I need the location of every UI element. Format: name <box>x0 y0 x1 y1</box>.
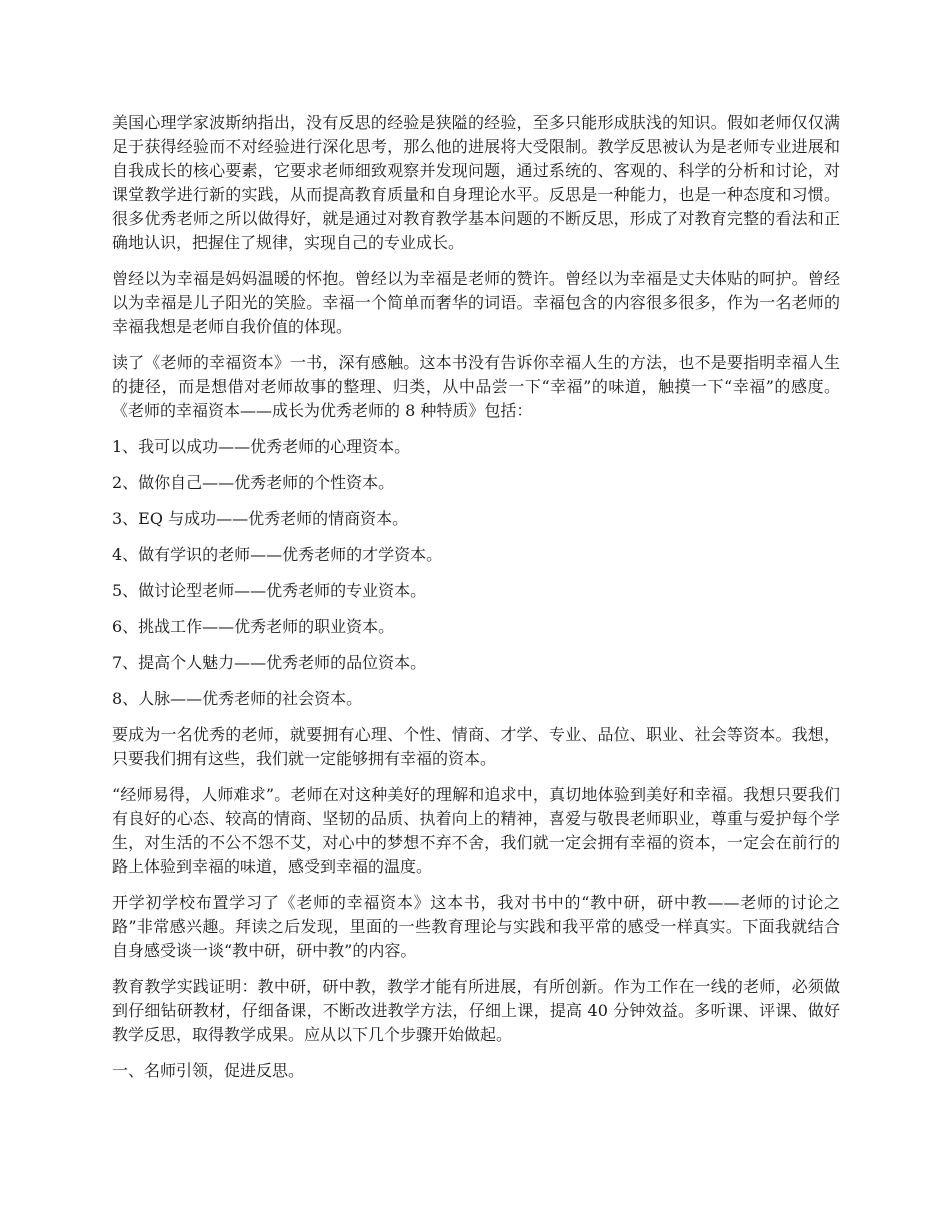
paragraph-practice: 教育教学实践证明：教中研，研中教，教学才能有所进展，有所创新。作为工作在一线的老师，必须做到仔细钻研教材，仔细备课，不断改进教学方法，仔细上课，提高 40 分钟效益。多听课、评课、做好教学反思，取得教学成果。应从以下几个步骤开始做起。 <box>112 977 840 1044</box>
paragraph-book-intro: 读了《老师的幸福资本》一书，深有感触。这本书没有告诉你幸福人生的方法，也不是要指明幸福人生的捷径，而是想借对老师故事的整理、归类，从中品尝一下“幸福”的味道，触摸一下“幸福”的感度。《老师的幸福资本——成长为优秀老师的 8 种特质》包括： <box>112 353 840 420</box>
paragraph-teacher-ideal: “经师易得，人师难求”。老师在对这种美好的理解和追求中，真切地体验到美好和幸福。我想只要我们有良好的心态、较高的情商、坚韧的品质、执着向上的精神，喜爱与敬畏老师职业，尊重与爱护每个学生，对生活的不公不怨不艾，对心中的梦想不弃不舍，我们就一定会拥有幸福的资本，一定会在前行的路上体验到幸福的味道，感受到幸福的温度。 <box>112 785 840 876</box>
list-item: 7、提高个人魅力——优秀老师的品位资本。 <box>112 653 427 672</box>
paragraph-reflection: 美国心理学家波斯纳指出，没有反思的经验是狭隘的经验，至多只能形成肤浅的知识。假如老师仅仅满足于获得经验而不对经验进行深化思考，那么他的进展将大受限制。教学反思被认为是老师专业进展和自我成长的核心要素，它要求老师细致观察并发现问题，通过系统的、客观的、科学的分析和讨论，对课堂教学进行新的实践，从而提高教育质量和自身理论水平。反思是一种能力，也是一种态度和习惯。很多优秀老师之所以做得好，就是通过对教育教学基本问题的不断反思，形成了对教育完整的看法和正确地认识，把握住了规律，实现自己的专业成长。 <box>112 113 840 252</box>
paragraph-capital-summary: 要成为一名优秀的老师，就要拥有心理、个性、情商、才学、专业、品位、职业、社会等资本。我想，只要我们拥有这些，我们就一定能够拥有幸福的资本。 <box>112 725 840 768</box>
list-item: 3、EQ 与成功——优秀老师的情商资本。 <box>112 509 409 528</box>
section-heading: 一、名师引领，促进反思。 <box>112 1061 305 1080</box>
document-page <box>112 111 840 1095</box>
list-item: 2、做你自己——优秀老师的个性资本。 <box>112 473 395 492</box>
list-item: 5、做讨论型老师——优秀老师的专业资本。 <box>112 581 427 600</box>
paragraph-study-intro: 开学初学校布置学习了《老师的幸福资本》这本书，我对书中的“教中研，研中教——老师的讨论之路”非常感兴趣。拜读之后发现，里面的一些教育理论与实践和我平常的感受一样真实。下面我就结合自身感受谈一谈“教中研，研中教”的内容。 <box>112 893 840 960</box>
paragraph-happiness: 曾经以为幸福是妈妈温暖的怀抱。曾经以为幸福是老师的赞许。曾经以为幸福是丈夫体贴的呵护。曾经以为幸福是儿子阳光的笑脸。幸福一个简单而奢华的词语。幸福包含的内容很多很多，作为一名老师的幸福我想是老师自我价值的体现。 <box>112 269 840 336</box>
list-item: 1、我可以成功——优秀老师的心理资本。 <box>112 437 411 456</box>
list-item: 4、做有学识的老师——优秀老师的才学资本。 <box>112 545 443 564</box>
list-item: 6、挑战工作——优秀老师的职业资本。 <box>112 617 395 636</box>
list-item: 8、人脉——优秀老师的社会资本。 <box>112 689 363 708</box>
